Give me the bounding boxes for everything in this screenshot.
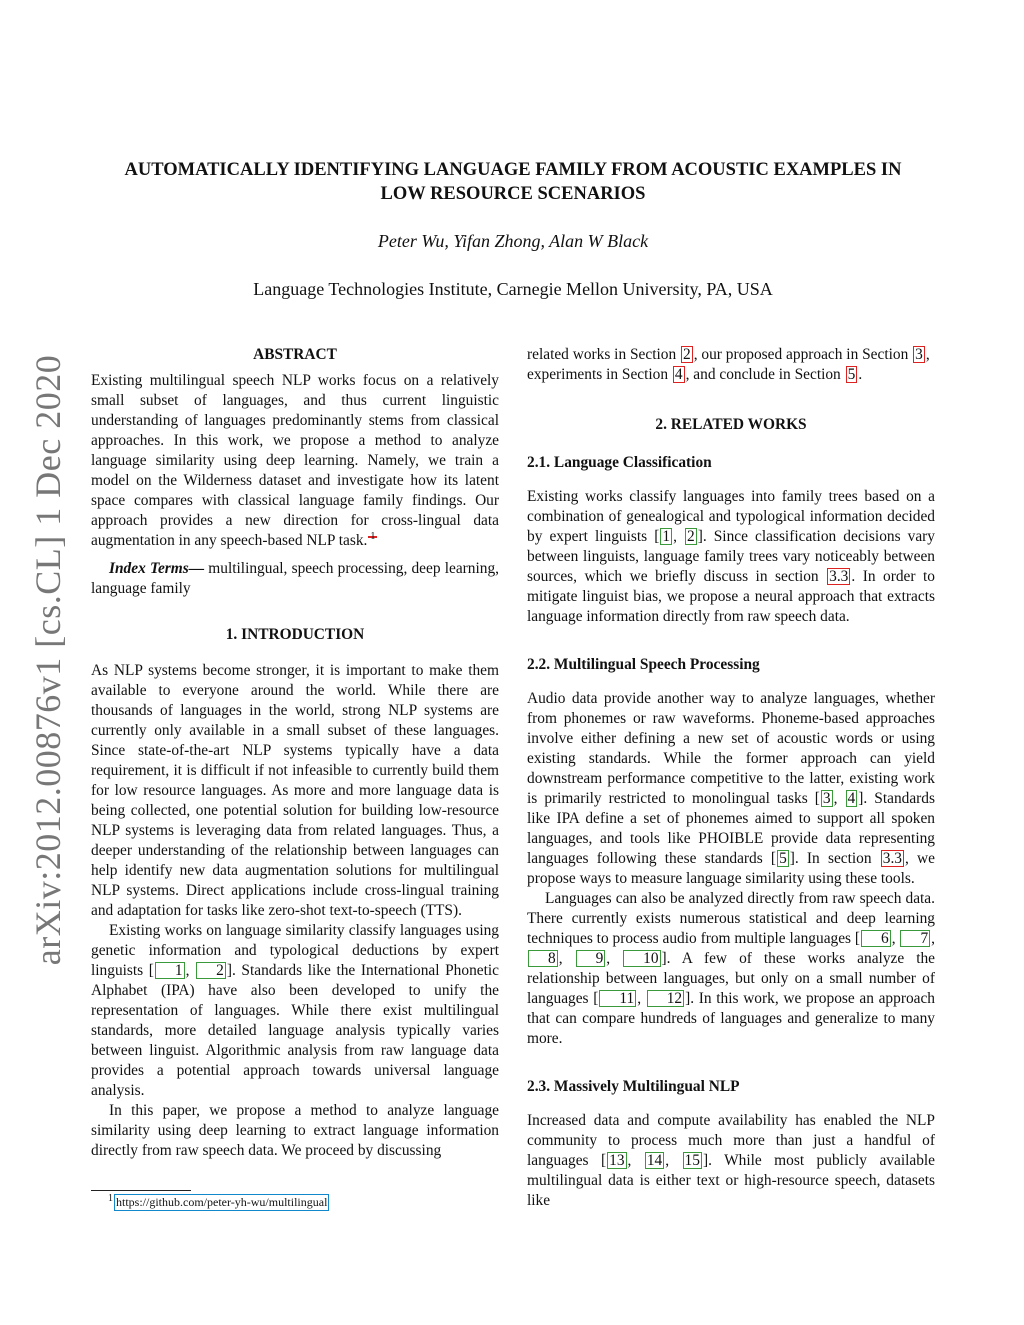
s21-text-c: . In order to mitigate linguist bias, we propose a neural approach that extracts language information directly from raw speech data. bbox=[527, 568, 935, 625]
s21-text-a: Existing works classify languages into family trees based on a combination of genealogical and typological information decided by expert linguists [ bbox=[527, 488, 935, 545]
citation-9[interactable]: 9 bbox=[576, 950, 606, 967]
s22-text-c: ]. In section bbox=[789, 850, 880, 867]
intro-paragraph-1: As NLP systems become stronger, it is important to make them available to everyone around the world. While there are thousands of languages in the world, strong NLP systems are currently only available in a small subset of these languages. Since state-of-the-art NLP systems typically have a data requirement, it is difficult if not infeasible to currently build them for low resource languages. As more and more language data is being collected, one potential solution for building low-resource NLP systems is leveraging data from related languages. Thus, a deeper understanding of the relationship between languages can help identify new data augmentation solutions for multilingual NLP systems. Direct applications include cross-lingual training and adaptation for tasks like zero-shot text-to-speech (TTS). bbox=[91, 662, 499, 919]
citation-3[interactable]: 3 bbox=[822, 790, 831, 807]
section-link-3[interactable]: 3 bbox=[915, 346, 923, 363]
cont-text-c: , experiments in Section bbox=[527, 346, 930, 383]
s22-p2-text-b: ]. A few of these works analyze the relationship between languages, but only on a small number of languages [ bbox=[527, 950, 935, 1007]
citation-1[interactable]: 1 bbox=[155, 962, 185, 979]
section-link-3-3-b[interactable]: 3.3 bbox=[882, 850, 902, 867]
section-2-3-text: Increased data and compute availability has enabled the NLP community to process much more than just a handful of languages [ 13 , 14 , 15 ]. While most publicly available multilingual data is either text or high-resource speech, datasets like bbox=[527, 1112, 935, 1209]
citation-10[interactable]: 10 bbox=[623, 950, 660, 967]
abstract-text bbox=[91, 371, 499, 551]
cont-text-a: related works in Section bbox=[527, 346, 681, 363]
section-link-3-3[interactable]: 3.3 bbox=[829, 568, 849, 585]
citation-2-b[interactable]: 2 bbox=[687, 528, 695, 545]
citation-13[interactable]: 13 bbox=[609, 1152, 625, 1169]
section-link-4[interactable]: 4 bbox=[674, 366, 683, 383]
index-terms-text: multilingual, speech processing, deep learning, language family bbox=[91, 560, 500, 597]
intro-paragraph-3: In this paper, we propose a method to analyze language similarity using deep learning to extract language information directly from raw speech data. We proceed by discussing bbox=[91, 1102, 499, 1159]
section-2-3-heading: 2.3. Massively Multilingual NLP bbox=[527, 1078, 740, 1095]
footnote-divider bbox=[91, 1190, 191, 1191]
section-2-1-heading: 2.1. Language Classification bbox=[527, 454, 712, 471]
intro-paragraph-2: Existing works on language similarity classify languages using genetic information and typological deductions by expert linguists [ 1 , 2 ]. Standards like the International Phonetic Alphabet (IPA) have also been developed to unify the representation of languages. While there exist multilingual standards, more detailed language analysis typically varies between linguist. Algorithmic analysis from raw language data provides a potential approach towards universal language analysis. bbox=[91, 922, 499, 1099]
abstract-heading: ABSTRACT bbox=[253, 346, 337, 363]
section-2-1-text: Existing works classify languages into family trees based on a combination of genealogical and typological information decided by expert linguists [ 1 , 2 ]. Since classification decisions vary between linguists, language family trees vary noticeably between sources, which we briefly discuss in section 3.3 . In order to mitigate linguist bias, we propose a neural approach that extracts language information directly from raw speech data. bbox=[527, 488, 935, 625]
index-terms bbox=[91, 559, 499, 599]
arxiv-identifier: arXiv:2012.00876v1 [cs.CL] 1 Dec 2020 bbox=[28, 354, 68, 966]
intro-p2-start: Existing works on language similarity classify languages using genetic information and typological deductions by expert linguists [ bbox=[91, 922, 499, 979]
s23-text-b: ]. While most publicly available multilingual data is either text or high-resource speech, datasets like bbox=[527, 1152, 935, 1209]
title-line-1: AUTOMATICALLY IDENTIFYING LANGUAGE FAMILY FROM ACOUSTIC EXAMPLES IN bbox=[124, 160, 902, 180]
affiliation: Language Technologies Institute, Carnegie Mellon University, PA, USA bbox=[253, 279, 773, 299]
intro-p2-end: ]. Standards like the International Phonetic Alphabet (IPA) have also been developed to unify the representation of languages. While there exist multilingual standards, more detailed language analysis typically varies between linguist. Algorithmic analysis from raw language data provides a potential approach towards universal language analysis. bbox=[91, 962, 499, 1099]
section-link-5[interactable]: 5 bbox=[847, 366, 856, 383]
citation-7[interactable]: 7 bbox=[900, 930, 930, 947]
s22-text-b: ]. Standards like IPA define a set of phonemes aimed to support all spoken languages, and tools like PHOIBLE provide data representing languages following these standards [ bbox=[527, 790, 935, 867]
s22-text-d: , we propose ways to measure language similarity using these tools. bbox=[527, 850, 935, 887]
citation-15[interactable]: 15 bbox=[684, 1152, 700, 1169]
paper-title bbox=[80, 158, 946, 206]
arxiv-sidebar bbox=[26, 354, 70, 966]
citation-2[interactable]: 2 bbox=[196, 962, 226, 979]
citation-14[interactable]: 14 bbox=[646, 1152, 663, 1169]
footnote bbox=[108, 1194, 330, 1211]
citation-11[interactable]: 11 bbox=[599, 990, 636, 1007]
cont-text-e: . bbox=[858, 366, 863, 383]
footnote-link[interactable]: https://github.com/peter-yh-wu/multilingual bbox=[116, 1195, 328, 1209]
title-line-2: LOW RESOURCE SCENARIOS bbox=[380, 184, 646, 204]
citation-12[interactable]: 12 bbox=[647, 990, 684, 1007]
abstract-body: Existing multilingual speech NLP works focus on a relatively small subset of languages, and thus current linguistic understanding of languages predominantly stems from classical approaches. In this work, we propose a method to analyze language similarity using deep learning. Namely, we train a model on the Wilderness dataset and investigate how its latent space compares with classical language family findings. Our approach provides a new direction for cross-lingual data augmentation in any speech-based NLP task. bbox=[91, 372, 499, 549]
citation-4[interactable]: 4 bbox=[847, 790, 856, 807]
section-2-2-paragraph-2: Languages can also be analyzed directly from raw speech data. There currently exists numerous statistical and deep learning techniques to process audio from multiple languages [ 6 , 7 , 8 , 9 , 10 ]. A few of these works analyze the relationship between languages, but only on a small number of languages [ 11 , 12 ]. In this work, we propose an approach that can compare hundreds of languages and generalize to many more. bbox=[527, 890, 936, 1047]
cont-text-d: , and conclude in Section bbox=[685, 366, 845, 383]
citation-1-b[interactable]: 1 bbox=[662, 528, 671, 545]
citation-5[interactable]: 5 bbox=[779, 850, 787, 867]
section-2-2-heading: 2.2. Multilingual Speech Processing bbox=[527, 656, 760, 673]
s22-p2-text-c: ]. In this work, we propose an approach that can compare hundreds of languages and generalize to many more. bbox=[527, 990, 935, 1047]
cont-text-b: , our proposed approach in Section bbox=[693, 346, 913, 363]
footnote-mark: 1 bbox=[108, 1193, 113, 1204]
citation-6[interactable]: 6 bbox=[861, 930, 891, 947]
intro-continuation bbox=[527, 345, 935, 385]
s23-text-a: Increased data and compute availability has enabled the NLP community to process much more than just a handful of languages [ bbox=[527, 1112, 935, 1169]
related-works-heading: 2. RELATED WORKS bbox=[655, 416, 807, 433]
authors: Peter Wu, Yifan Zhong, Alan W Black bbox=[377, 231, 649, 251]
s21-text-b: ]. Since classification decisions vary between linguists, language family trees vary noticeably between sources, which we briefly discuss in section bbox=[527, 528, 935, 585]
footnote-ref[interactable]: 1 bbox=[370, 530, 376, 542]
citation-8[interactable]: 8 bbox=[528, 950, 558, 967]
left-column bbox=[91, 345, 499, 1161]
intro-heading: 1. INTRODUCTION bbox=[225, 626, 365, 643]
section-link-2[interactable]: 2 bbox=[683, 346, 691, 363]
index-terms-label: Index Terms— bbox=[109, 560, 205, 577]
right-column bbox=[527, 345, 935, 1211]
s22-text-a: Audio data provide another way to analyze languages, whether from phonemes or raw waveforms. Phoneme-based approaches involve either defining a new set of acoustic words or using existing standards. While the former approach can yield downstream performance competitive to the latter, existing work is primarily restricted to monolingual tasks [ bbox=[527, 690, 935, 807]
section-2-2-text: Audio data provide another way to analyze languages, whether from phonemes or raw waveforms. Phoneme-based approaches involve either defining a new set of acoustic words or using existing standards. While the former approach can yield downstream performance competitive to the latter, existing work is primarily restricted to monolingual tasks [ 3 , 4 ]. Standards like IPA define a set of phonemes aimed to support all spoken languages, and tools like PHOIBLE provide data representing languages following these standards [ 5 ]. In section 3.3 , we propose ways to measure language similarity using these tools. bbox=[527, 690, 935, 887]
s22-p2-text-a: Languages can also be analyzed directly from raw speech data. There currently exists numerous statistical and deep learning techniques to process audio from multiple languages [ bbox=[527, 890, 935, 947]
